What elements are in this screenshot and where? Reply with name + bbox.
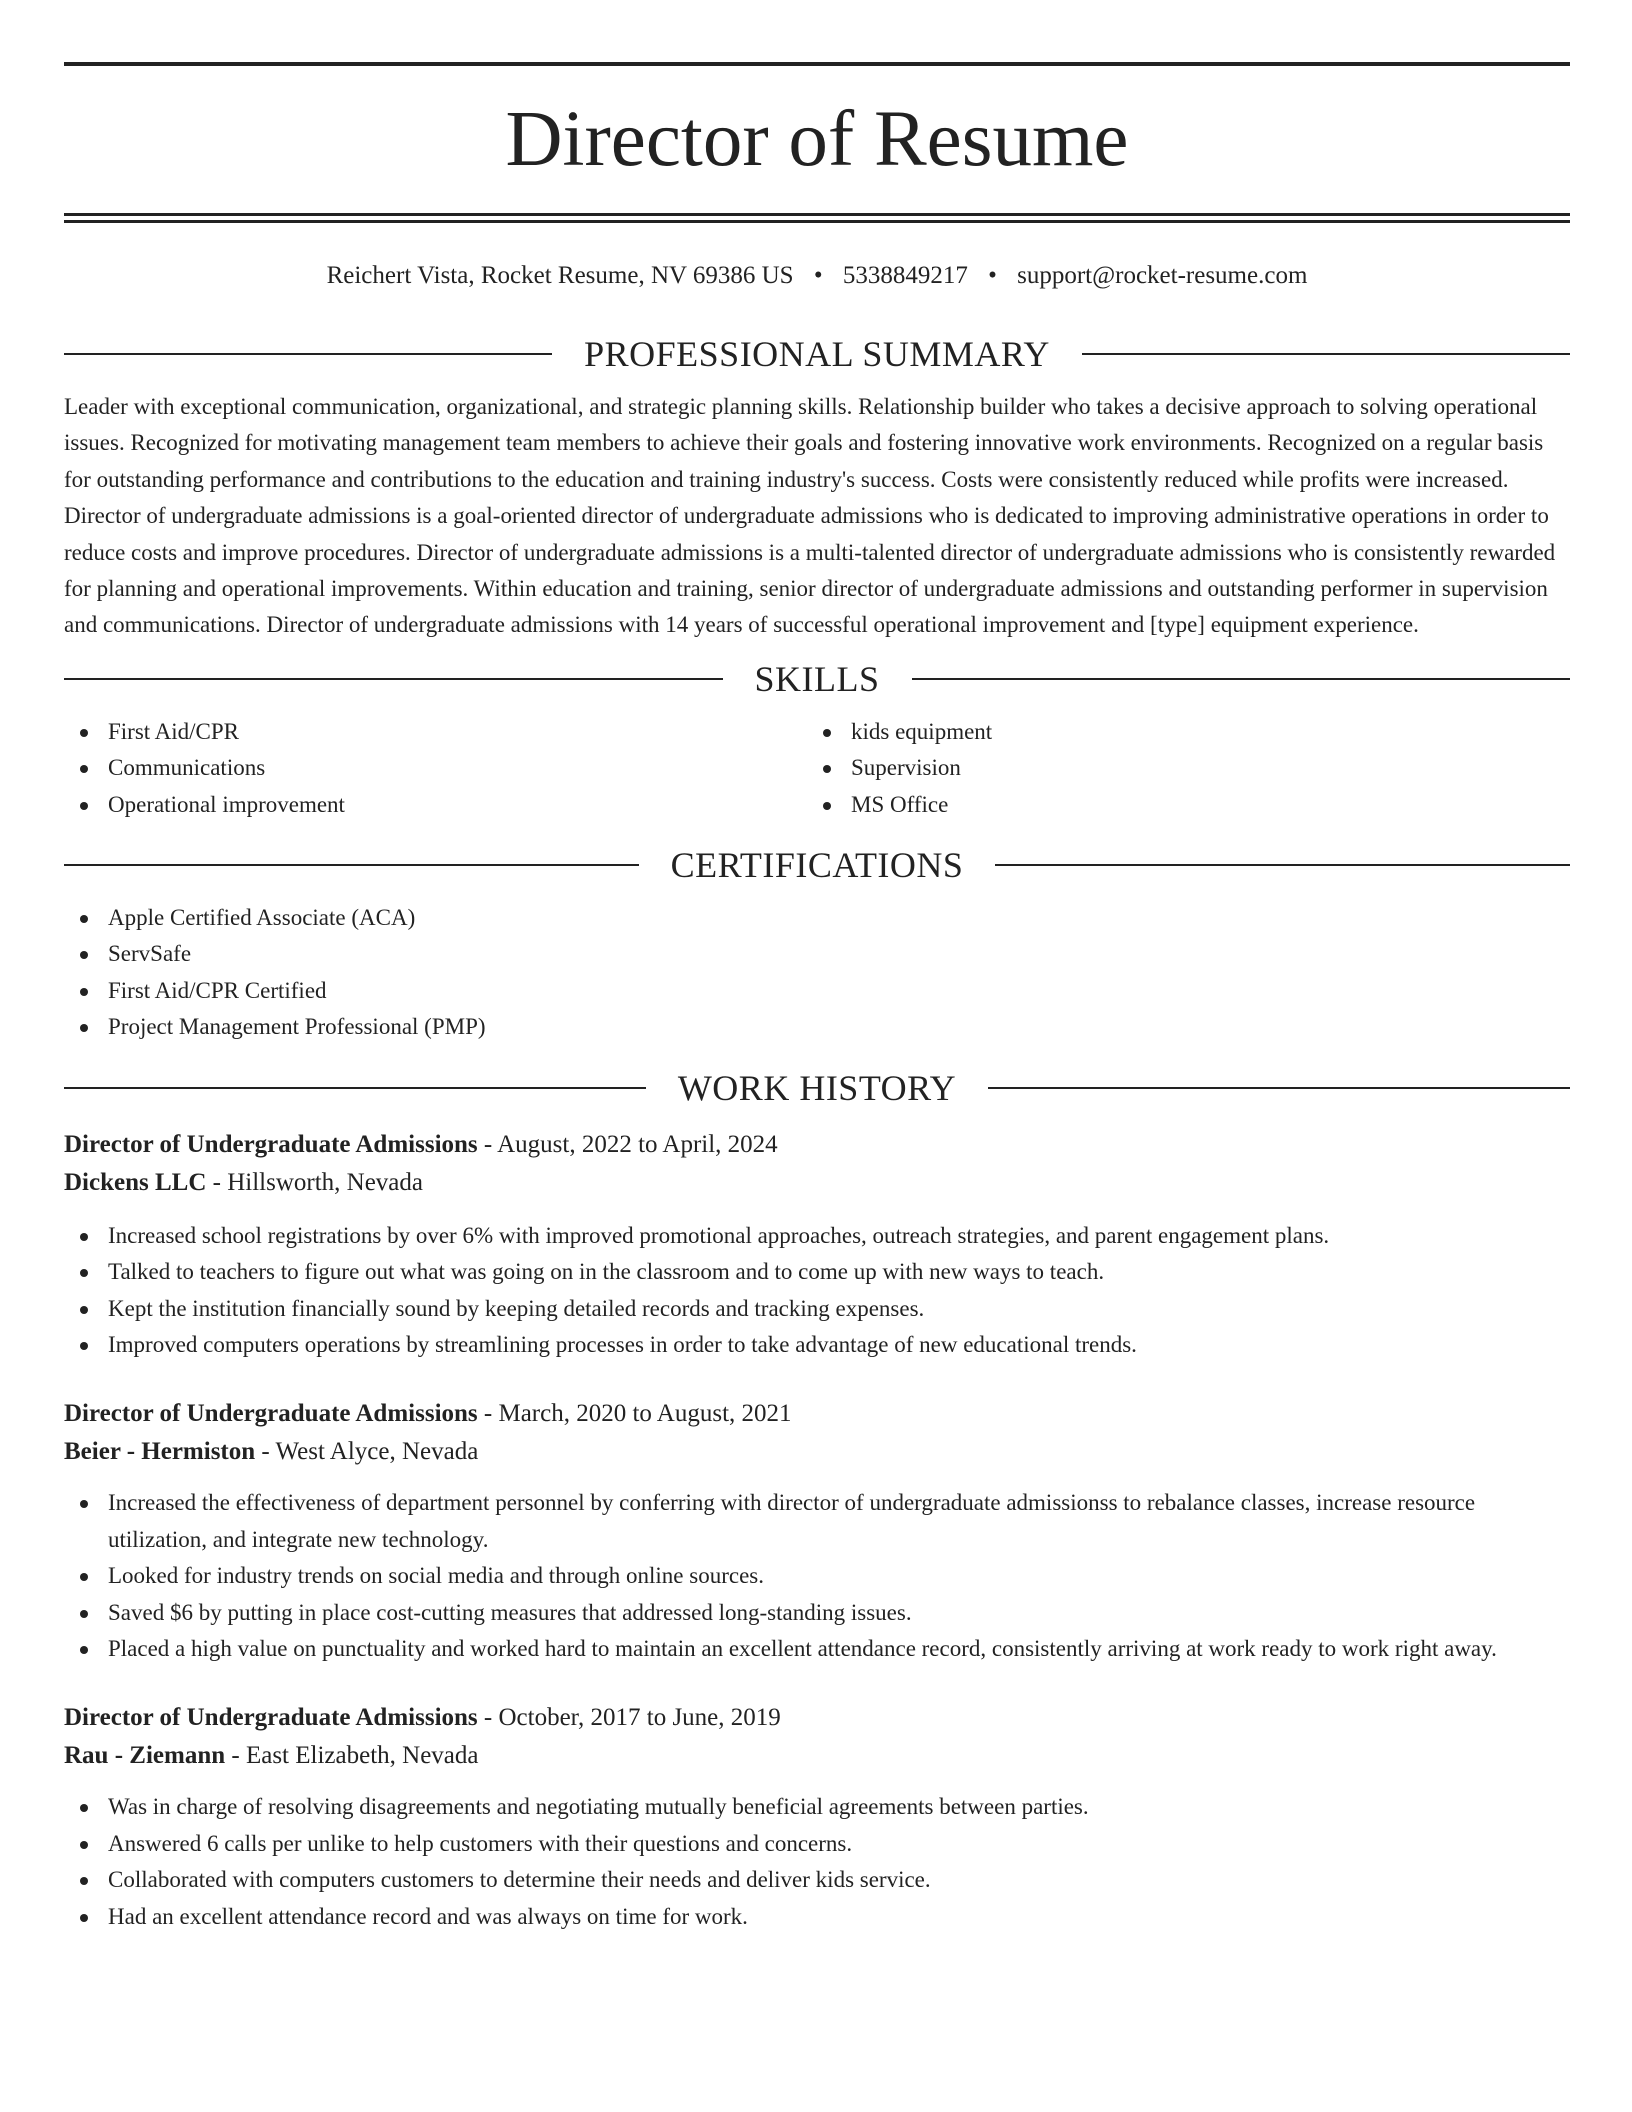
job-bullet: Answered 6 calls per unlike to help customers with their questions and concerns. (64, 1826, 1570, 1862)
job-dates: - October, 2017 to June, 2019 (477, 1704, 781, 1732)
job-dates: - August, 2022 to April, 2024 (477, 1130, 778, 1158)
heading-rule (64, 353, 552, 355)
job-bullets (64, 1218, 1570, 1364)
section-title: WORK HISTORY (677, 1067, 957, 1108)
job-bullet: Kept the institution financially sound by keeping detailed records and tracking expenses. (64, 1291, 1570, 1327)
job-entry (64, 1699, 1570, 1935)
skill-item: Operational improvement (64, 787, 807, 823)
job-bullet: Placed a high value on punctuality and worked hard to maintain an excellent attendance record, consistently arriving at work ready to work right away. (64, 1631, 1570, 1667)
job-title-line (64, 1126, 1570, 1164)
job-location: - East Elizabeth, Nevada (225, 1742, 479, 1770)
certifications-list (64, 900, 1570, 1046)
contact-address: Reichert Vista, Rocket Resume, NV 69386 US (326, 262, 794, 289)
resume-page (64, 62, 1570, 1935)
job-title: Director of Undergraduate Admissions (64, 1704, 478, 1732)
heading-rule (64, 1087, 646, 1089)
heading-rule (1082, 353, 1570, 355)
summary-heading (64, 336, 1570, 372)
skills-right-column (807, 714, 1550, 823)
skill-item: MS Office (807, 787, 1550, 823)
job-company: Rau - Ziemann (64, 1742, 226, 1770)
job-company-line (64, 1164, 1570, 1202)
job-bullets (64, 1789, 1570, 1935)
skill-item: kids equipment (807, 714, 1550, 750)
contact-separator: • (813, 262, 823, 289)
heading-rule (912, 678, 1571, 680)
job-bullet: Increased the effectiveness of department personnel by conferring with director of undergraduate admissionss to rebalance classes, increase resource utilization, and integrate new technology. (64, 1485, 1570, 1558)
job-bullets (64, 1485, 1570, 1667)
job-bullet: Was in charge of resolving disagreements and negotiating mutually beneficial agreements between parties. (64, 1789, 1570, 1825)
skill-item: First Aid/CPR (64, 714, 807, 750)
skills-heading (64, 658, 1570, 699)
job-company-line (64, 1737, 1570, 1775)
job-bullet: Looked for industry trends on social media and through online sources. (64, 1558, 1570, 1594)
contact-phone: 5338849217 (842, 262, 968, 289)
certification-item: Project Management Professional (PMP) (64, 1009, 1570, 1045)
section-title: PROFESSIONAL SUMMARY (584, 334, 1050, 374)
job-company: Dickens LLC (64, 1168, 207, 1196)
job-location: - Hillsworth, Nevada (206, 1168, 424, 1196)
job-title-line (64, 1395, 1570, 1433)
job-title: Director of Undergraduate Admissions (64, 1130, 478, 1158)
job-dates: - March, 2020 to August, 2021 (477, 1400, 792, 1428)
job-bullet: Improved computers operations by streamlining processes in order to take advantage of new educational trends. (64, 1327, 1570, 1363)
job-entry (64, 1395, 1570, 1667)
contact-email: support@rocket-resume.com (1017, 262, 1308, 289)
job-entry (64, 1126, 1570, 1364)
top-rule (64, 62, 1570, 66)
resume-name: Director of Resume (505, 96, 1129, 183)
skills-left-column (64, 714, 807, 823)
certification-item: Apple Certified Associate (ACA) (64, 900, 1570, 936)
section-title: SKILLS (754, 658, 880, 699)
skill-item: Supervision (807, 750, 1550, 786)
job-bullet: Collaborated with computers customers to determine their needs and deliver kids service. (64, 1862, 1570, 1898)
job-bullet: Had an excellent attendance record and was always on time for work. (64, 1899, 1570, 1935)
job-location: - West Alyce, Nevada (255, 1438, 479, 1466)
certification-item: First Aid/CPR Certified (64, 973, 1570, 1009)
job-bullet: Saved $6 by putting in place cost-cutting measures that addressed long-standing issues. (64, 1595, 1570, 1631)
job-company-line (64, 1433, 1570, 1471)
contact-separator: • (988, 262, 997, 289)
job-bullet: Talked to teachers to figure out what was going on in the classroom and to come up with new ways to teach. (64, 1254, 1570, 1290)
skills-list (64, 714, 1570, 823)
summary-text: Leader with exceptional communication, organizational, and strategic planning skills. Relationship builder who takes a decisive approach to solving operational issues. Recognized for motivating management team members to achieve their goals and fostering innovative work environments. Recognized on a regular basis for outstanding performance and contributions to the education and training industry's success. Costs were consistently reduced while profits were increased. Director of undergraduate admissions is a goal-oriented director of undergraduate admissions who is dedicated to improving administrative operations in order to reduce costs and improve procedures. Director of undergraduate admissions is a multi-talented director of undergraduate admissions who is consistently rewarded for planning and operational improvements. Within education and training, senior director of undergraduate admissions and outstanding performer in supervision and communications. Director of undergraduate admissions with 14 years of successful operational improvement and [type] equipment experience. (64, 394, 1556, 638)
job-title: Director of Undergraduate Admissions (64, 1400, 478, 1428)
job-bullet: Increased school registrations by over 6% with improved promotional approaches, outreach strategies, and parent engagement plans. (64, 1218, 1570, 1254)
heading-rule (64, 678, 723, 680)
heading-rule (988, 1087, 1570, 1089)
work-history-heading (64, 1067, 1570, 1108)
certifications-heading (64, 845, 1570, 886)
job-company: Beier - Hermiston (64, 1438, 256, 1466)
heading-rule (995, 864, 1570, 866)
double-rule (64, 213, 1570, 223)
job-title-line (64, 1699, 1570, 1737)
heading-rule (64, 864, 639, 866)
section-title: CERTIFICATIONS (670, 845, 964, 886)
certification-item: ServSafe (64, 936, 1570, 972)
skill-item: Communications (64, 750, 807, 786)
contact-line (64, 261, 1570, 291)
